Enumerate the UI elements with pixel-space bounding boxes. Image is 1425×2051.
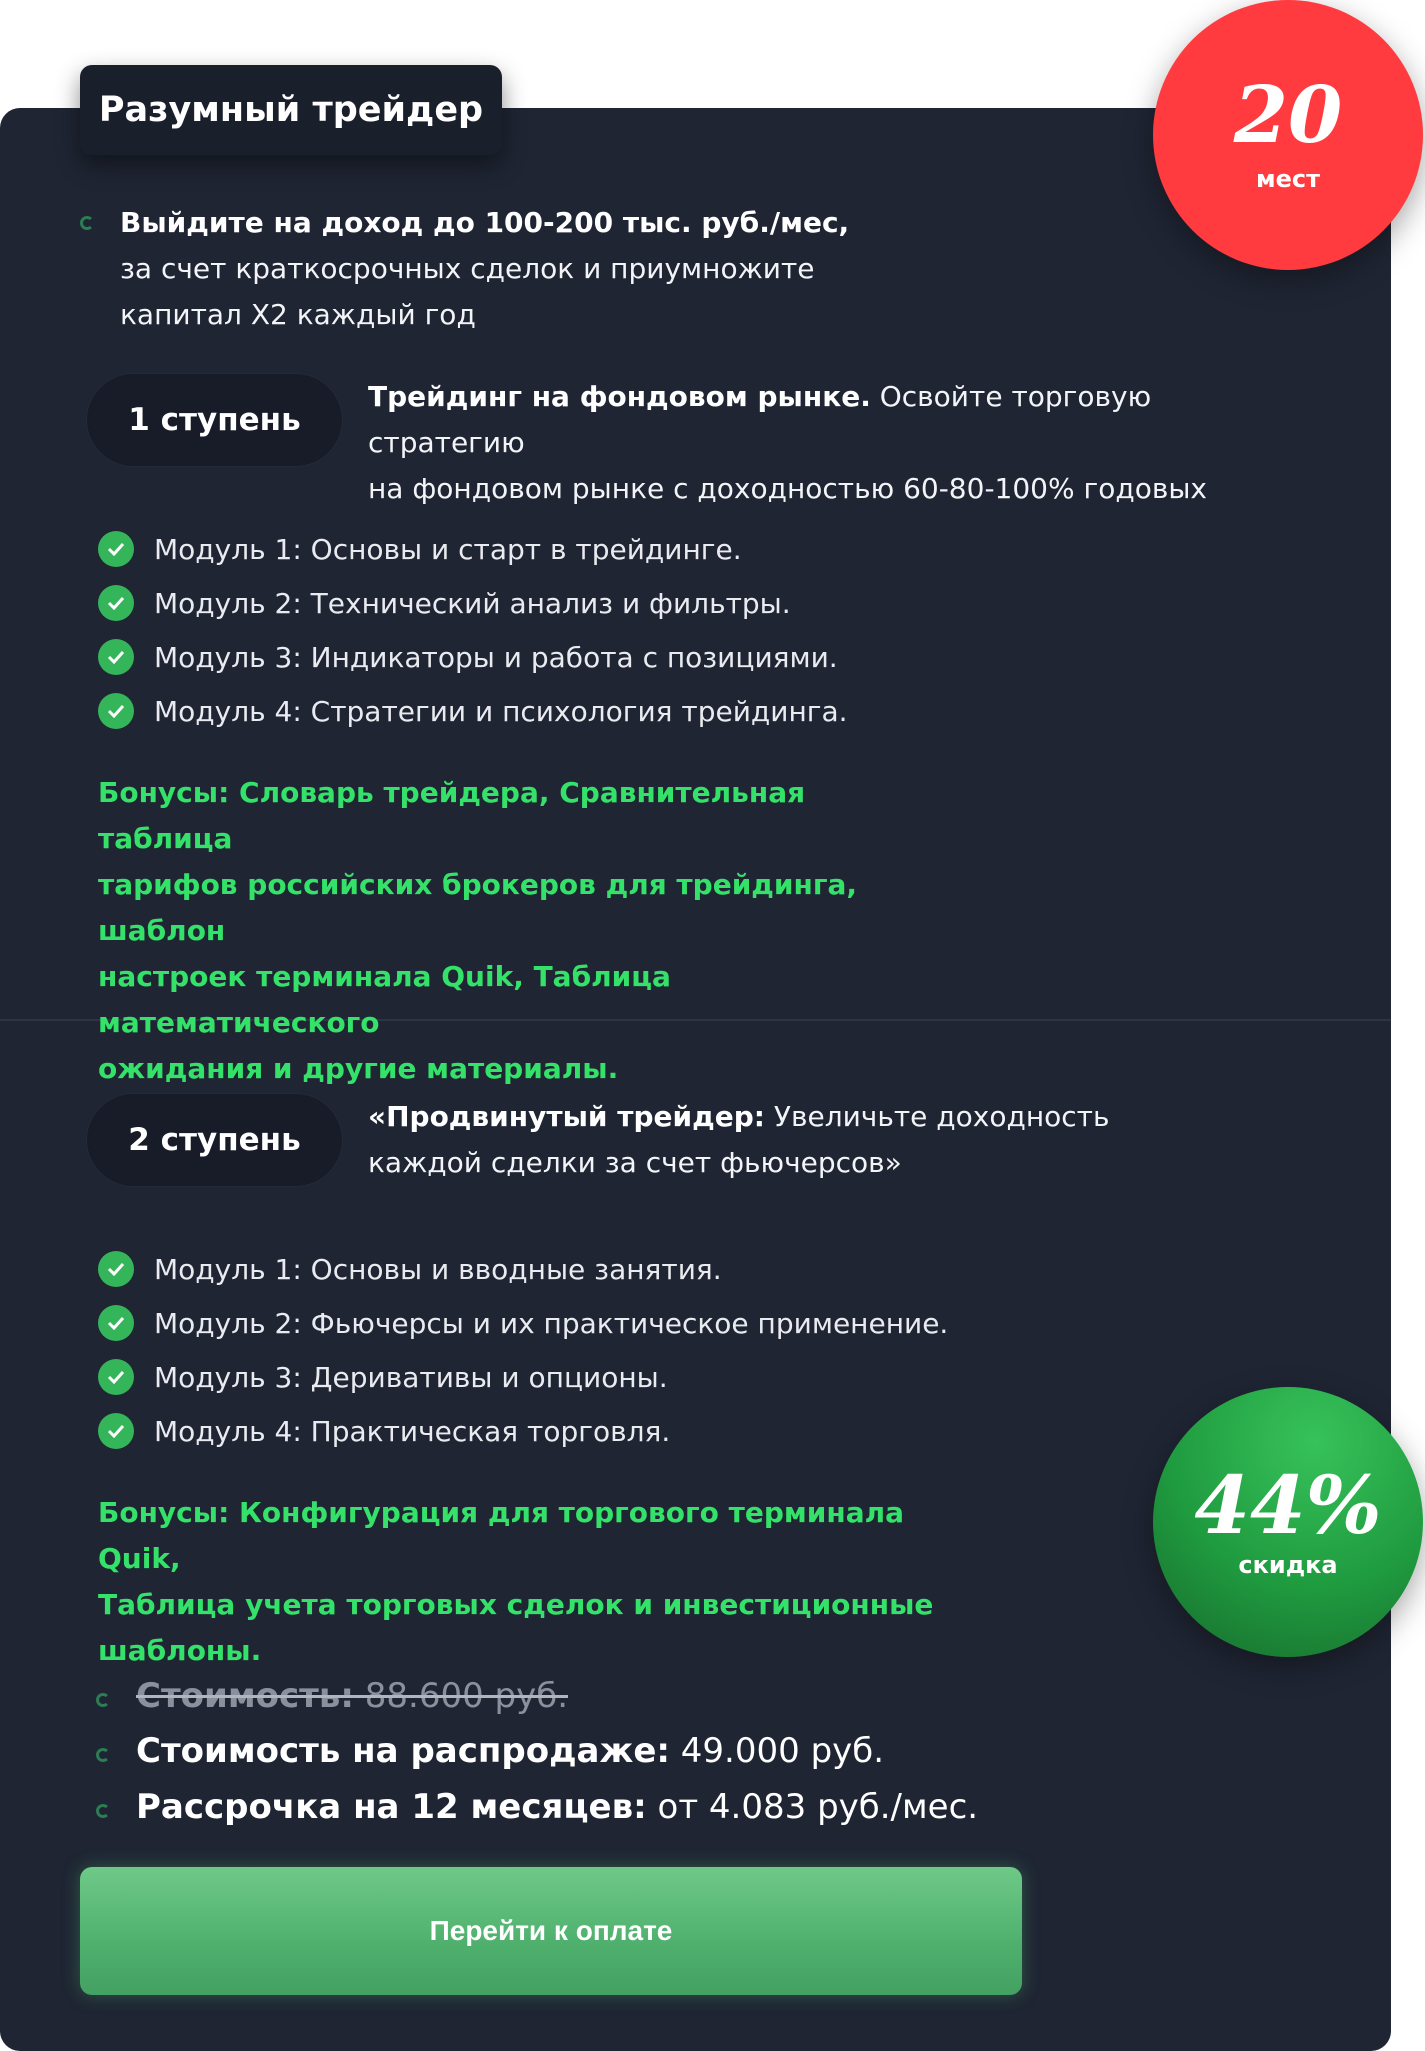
step-1-text-2: на фондовом рынке с доходностью 60-80-100% годовых [368,472,1208,505]
module-label: Модуль 3: Индикаторы и работа с позициями. [154,640,838,674]
discount-number: 44% [1194,1458,1382,1552]
bonus-line: Таблица учета торговых сделок и инвестиционные [98,1588,934,1621]
bonus-line: Бонусы: Конфигурация для торгового терминала Quik, [98,1496,905,1575]
step-2-title: «Продвинутый трейдер: [368,1100,765,1133]
sale-price-value: 49.000 руб. [669,1731,885,1771]
price-bullet-icon [96,1693,110,1707]
module-label: Модуль 4: Практическая торговля. [154,1414,671,1448]
step-1-description [368,374,1268,512]
list-item [98,630,848,684]
intro-text [120,200,920,338]
bonus-line: ожидания и другие материалы. [98,1052,619,1085]
step-2-text-1: Увеличьте доходность [765,1100,1110,1133]
module-label: Модуль 3: Деривативы и опционы. [154,1360,668,1394]
check-icon [98,1251,134,1287]
bonus-line: тарифов российских брокеров для трейдинга, шаблон [98,868,858,947]
pay-button[interactable]: Перейти к оплате [80,1867,1022,1995]
module-label: Модуль 1: Основы и вводные занятия. [154,1252,722,1286]
step-2-modules [98,1242,948,1458]
list-item [98,1350,948,1404]
bonus-line: настроек терминала Quik, Таблица математического [98,960,671,1039]
installment-label: Рассрочка на 12 месяцев: [136,1787,647,1827]
step-2-bonus [98,1490,948,1674]
price-bullet-icon [96,1804,110,1818]
discount-badge [1153,1387,1423,1657]
step-2-pill: 2 ступень [86,1093,343,1187]
tariff-title: Разумный трейдер [80,65,502,155]
intro-line-3: капитал X2 каждый год [120,298,476,331]
discount-label: скидка [1238,1551,1338,1579]
list-item [98,1242,948,1296]
old-price-value: 88.600 руб. [353,1676,569,1716]
step-1-pill: 1 ступень [86,373,343,467]
price-bullet-icon [96,1748,110,1762]
module-label: Модуль 1: Основы и старт в трейдинге. [154,532,742,566]
module-label: Модуль 2: Технический анализ и фильтры. [154,586,791,620]
check-icon [98,585,134,621]
module-label: Модуль 2: Фьючерсы и их практическое применение. [154,1306,949,1340]
check-icon [98,1305,134,1341]
bonus-line: шаблоны. [98,1634,262,1667]
bonus-line: Бонусы: Словарь трейдера, Сравнительная таблица [98,776,806,855]
step-1-text-1: Освойте торговую стратегию [368,380,1152,459]
check-icon [98,693,134,729]
check-icon [98,531,134,567]
seats-number: 20 [1233,70,1343,161]
installment-value: от 4.083 руб./мес. [646,1787,979,1827]
sale-price [136,1731,884,1771]
check-icon [98,1359,134,1395]
list-item [98,1404,948,1458]
step-2-description [368,1094,1268,1186]
old-price [136,1676,568,1716]
check-icon [98,639,134,675]
module-label: Модуль 4: Стратегии и психология трейдинга. [154,694,848,728]
list-item [98,684,848,738]
list-item [98,522,848,576]
list-item [98,576,848,630]
seats-badge [1153,0,1423,270]
seats-label: мест [1255,165,1321,193]
sale-price-label: Стоимость на распродаже: [136,1731,670,1771]
intro-line-2: за счет краткосрочных сделок и приумножите [120,252,815,285]
list-item [98,1296,948,1350]
intro-bullet-icon [80,216,94,230]
step-1-title: Трейдинг на фондовом рынке. [368,380,871,413]
intro-bold: Выйдите на доход до 100-200 тыс. руб./мес, [120,206,850,239]
step-1-bonus [98,770,948,1092]
check-icon [98,1413,134,1449]
old-price-label: Стоимость: [136,1676,354,1716]
step-2-text-2: каждой сделки за счет фьючерсов» [368,1146,902,1179]
installment-price [136,1787,978,1827]
step-1-modules [98,522,848,738]
